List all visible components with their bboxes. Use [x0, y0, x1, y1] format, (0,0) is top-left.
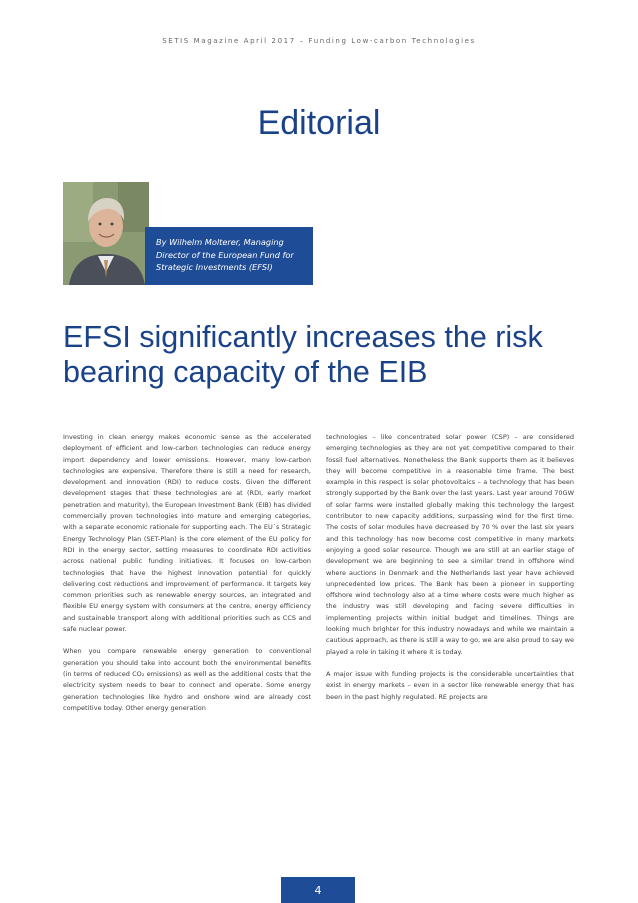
page-number: 4: [281, 877, 355, 903]
body-column-right: [326, 432, 574, 714]
running-head: SETIS Magazine April 2017 – Funding Low-carbon Technologies: [162, 37, 476, 45]
portrait-illustration: [63, 182, 149, 285]
author-box: [63, 182, 313, 285]
author-portrait: [63, 182, 149, 285]
body-paragraph: technologies – like concentrated solar power (CSP) – are considered emerging technologies as they are not yet competitive compared to their fossil fuel alternatives. Nonetheless the Bank supports them as it believes they will become competitive in a reasonable time frame. The best example in this respect is solar photovoltaics – a technology that has been strongly supported by the Bank over the last years. Last year around 70GW of solar farms were installed globally making this technology the largest contributor to new capacity additions, surpassing wind for the first time. The costs of solar modules have decreased by 70 % over the last six years and this technology has now become cost competitive in many markets enjoying a good solar resource. Though we are still at an earlier stage of development we are beginning to see a similar trend in offshore wind where auctions in Denmark and the Netherlands last year have achieved unprecedented low prices. The Bank has been a pioneer in supporting offshore wind technology also at a time where costs were much higher as the industry was still developing and facing severe difficulties in implementing projects within initial budget and timelines. Things are looking much brighter for this industry nowadays and while we maintain a cautious approach, as there is still a way to go, we are also proud to say we played a role in taking it where it is today.: [326, 433, 574, 656]
article-headline: EFSI significantly increases the risk bearing capacity of the EIB: [63, 320, 543, 389]
body-paragraph: When you compare renewable energy generation to conventional generation you should take into account both the environmental benefits (in terms of reduced CO₂ emissions) as well as the additional costs that the electricity system needs to bear to connect and operate. Some energy generation technologies like hydro and onshore wind are already cost competitive today. Other energy generation: [63, 647, 311, 712]
body-paragraph: A major issue with funding projects is the considerable uncertainties that exist in energy markets – even in a sector like renewable energy that has been in the past highly regulated. RE projects are: [326, 669, 574, 701]
body-paragraph: Investing in clean energy makes economic sense as the accelerated deployment of efficient and low-carbon technologies can reduce energy import dependency and lower emissions. However, many low-carbon technologies are expensive. Therefore there is still a need for research, development and innovation (RDI) to reduce costs. Given the different development stages that these technologies are at (RDI, early market penetration and maturity), the European Investment Bank (EIB) has divided commercially proven technologies into mature and emerging categories, with a separate economic rationale for supporting each. The EU´s Strategic Energy Technology Plan (SET-Plan) is the core element of the EU policy for RDI in the energy sector, setting measures to coordinate RDI activities across national public funding initiatives. It focuses on low-carbon technologies that have the highest innovation potential for quickly delivering cost reductions and improvement of performance. It targets key common priorities such as renewable energy sources, an integrated and flexible EU energy system with consumers at the centre, energy efficiency and sustainable transport along with additional priorities such as CCS and safe nuclear power.: [63, 433, 311, 634]
section-title: Editorial: [257, 104, 381, 142]
body-column-left: [63, 432, 311, 725]
author-byline: By Wilhelm Molterer, Managing Director of the European Fund for Strategic Investments (EFSI): [156, 237, 294, 272]
